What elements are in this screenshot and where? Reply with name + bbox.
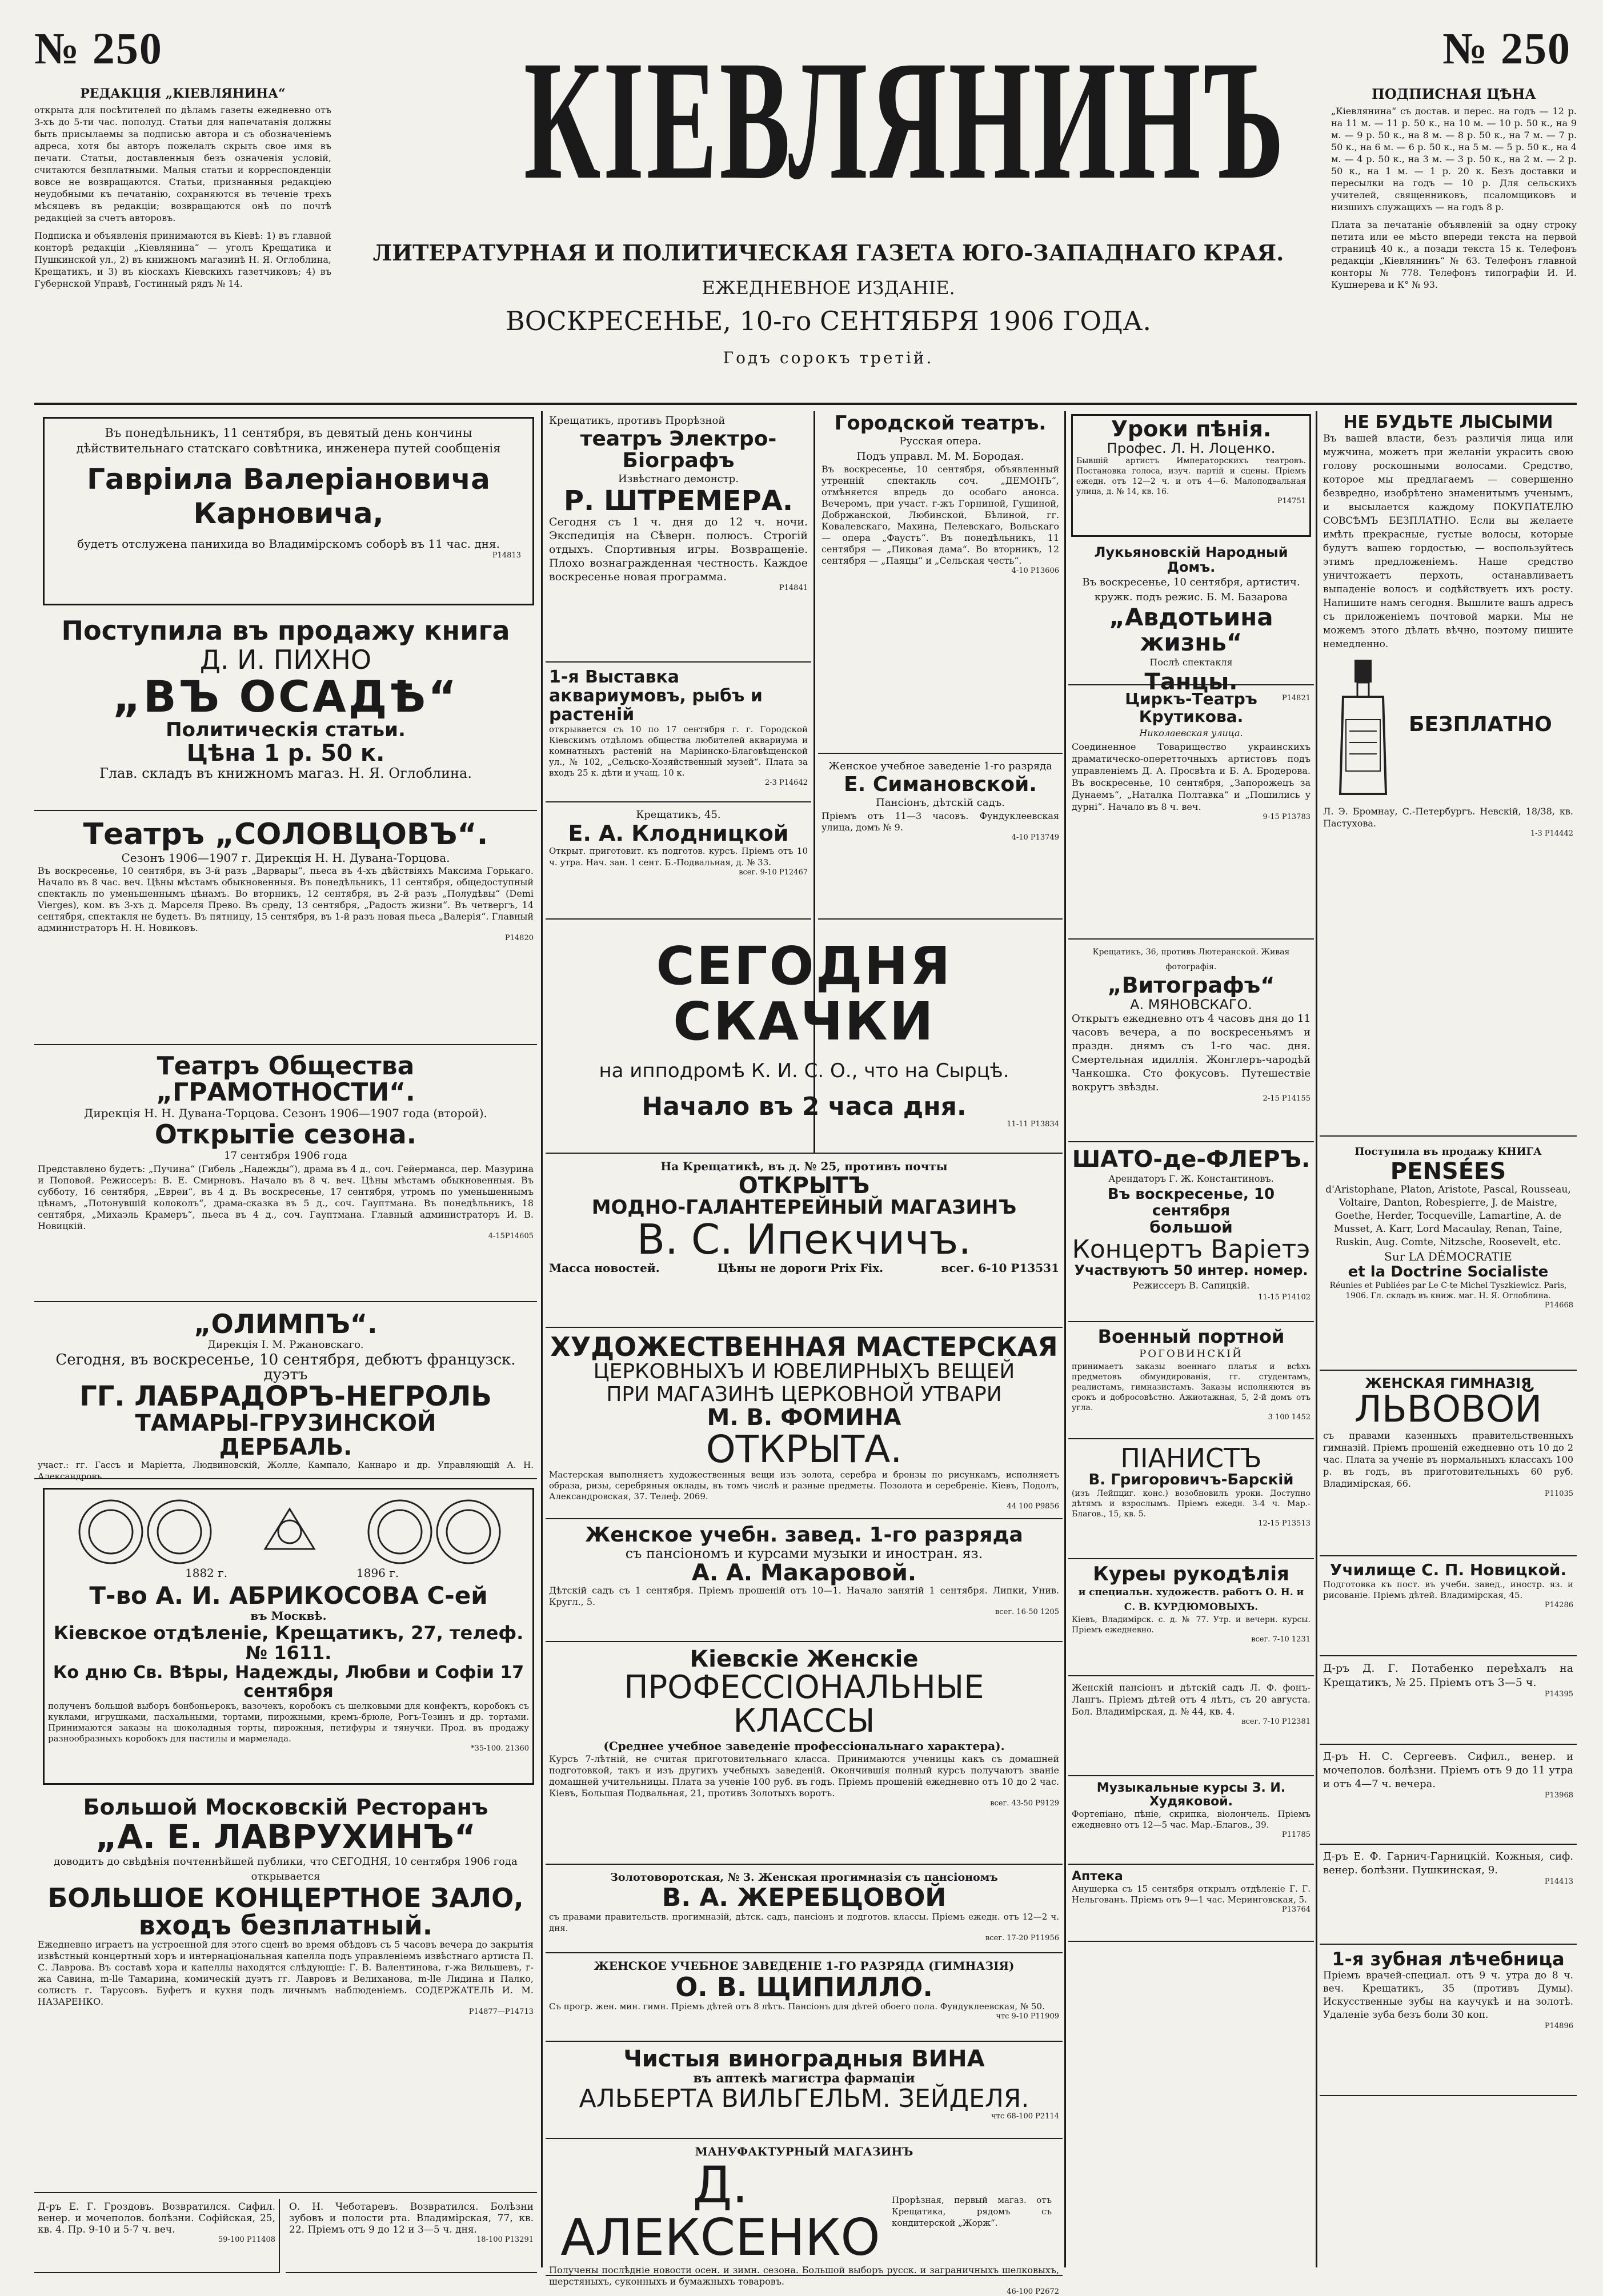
gramotnost-sub: Дирекція Н. Н. Дувана-Торцова. Сезонъ 1906—1907 года (второй). [84, 1106, 487, 1121]
lukyan-title: Лукьяновскiй Народный Домъ. [1094, 544, 1288, 576]
lukyan-code: Р14821 [1281, 693, 1311, 703]
olimp-names-3: ДЕРБАЛЬ. [219, 1434, 352, 1460]
novitskaya-body: Подготовка къ пост. въ учебн. завед., иностр. яз. и рисованіе. Пріемъ дѣтей. Владимірская, 45. [1323, 1579, 1573, 1600]
circus-theatre-ad [1068, 688, 1314, 940]
singing-prof: Профес. Л. Н. Лоценко. [1107, 440, 1276, 456]
pensees-l1: Поступила въ продажу КНИГА [1354, 1146, 1542, 1158]
solovtsov-code: Р14820 [504, 933, 534, 942]
year-left: 1882 г. [185, 1566, 228, 1580]
wine-code: чтс 68-100 Р2114 [991, 2112, 1059, 2121]
book-announce: Поступила въ продажу книга [61, 615, 510, 646]
gramotnost-code: 4-15Р14605 [488, 1231, 534, 1241]
zherebtsova-ad [546, 1868, 1063, 1953]
prof-l2: ПРОФЕССIОНАЛЬНЫЕ КЛАССЫ [624, 1669, 984, 1740]
circus-sub: Николаевская улица. [1139, 727, 1243, 738]
makarova-code: всег. 16-50 1205 [995, 1607, 1059, 1616]
wine-ad [546, 2045, 1063, 2139]
tailor-code: 3 100 1452 [1268, 1412, 1311, 1422]
circus-title: Циркъ-Театръ Крутикова. [1125, 689, 1257, 726]
potabenko-text: Д-ръ Д. Г. Потабенко переѣхалъ на Крещатикъ, № 25. Пріемъ отъ 3—5 ч. [1323, 1662, 1573, 1689]
klodnitskaya-location: Крещатикъ, 45. [636, 809, 721, 821]
vitograph-owner: А. МЯНОВСКАГО. [1130, 996, 1252, 1013]
chateau-line: Въ воскресенье, 10 сентября [1107, 1186, 1275, 1219]
column-rule-1 [541, 411, 543, 2267]
novitskaya-title: Училище С. П. Новицкой. [1329, 1560, 1567, 1579]
kino-location: Крещатикъ, противъ Прорѣзной [549, 415, 726, 427]
chateau-l4: Участвуютъ 50 интер. номер. [1074, 1262, 1308, 1279]
garnich-ad [1320, 1848, 1577, 1945]
ipekchich-l2: МОДНО-ГАЛАНТЕРЕЙНЫЙ МАГАЗИНЪ [591, 1196, 1017, 1219]
column-rule-3 [1064, 411, 1066, 2267]
pensees-footer: Réunies et Publiées par Le C-te Michel Tyszkiewicz. Paris, 1906. Гл. складъ въ книж. маг. Н. Я. Оглоблина. [1329, 1281, 1567, 1300]
opera-code: 4-10 Р13606 [1011, 566, 1059, 575]
vitograph-location: Крещатикъ, 36, противъ Лютеранской. Живая фотографія. [1092, 948, 1290, 972]
lavrukhin-l5: входъ безплатный. [138, 1909, 433, 1941]
zherebtsova-l1: В. А. ЖЕРЕБЦОВОЙ [662, 1883, 947, 1912]
abrikosov-code: *35-100. 21360 [471, 1744, 529, 1753]
book-title: „ВЪ ОСАДѢ“ [112, 671, 459, 722]
bald-free: БЕЗПЛАТНО [1409, 712, 1552, 736]
aptheka-title: Аптека [1072, 1869, 1123, 1884]
chateau-title: ШАТО-де-ФЛЕРЪ. [1072, 1146, 1311, 1173]
shchipillo-l2: О. В. ЩИПИЛЛО. [675, 1972, 933, 2002]
military-tailor-ad [1068, 1325, 1314, 1439]
vitograph-code: 2-15 Р14155 [1263, 1094, 1311, 1103]
theatre-gramotnost-ad [34, 1051, 537, 1302]
subscription-info [1331, 86, 1577, 397]
city-opera-ad [818, 411, 1063, 754]
novitskaya-ad [1320, 1559, 1577, 1656]
obituary-intro: Въ понедѣльникъ, 11 сентября, въ девятый день кончины дѣйствительнаго статскаго совѣтника, инженера путей сообщенія [76, 426, 501, 455]
professional-classes-ad [546, 1645, 1063, 1865]
pensees-code: Р14668 [1544, 1300, 1573, 1310]
circus-code: 9-15 Р13783 [1263, 812, 1311, 821]
prof-code: всег. 43-50 Р9129 [990, 1799, 1059, 1808]
gramotnost-title: Театръ Общества „ГРАМОТНОСТИ“. [156, 1051, 415, 1107]
bald-body: Въ вашей власти, безъ различія лица или мужчина, можетъ при желаніи украсить свою голову роскошными волосами. Средство, которое мы предлагаемъ — совершенно безвредно, изобрѣтено знаменитымъ ученымъ, и высылается каждому ПОКУПАТЕЛЮ СОВСѢМЪ БЕЗПЛАТНО. Если вы желаете имѣть прекрасные, густые волосы, которые будутъ вашею гордостью, — воспользуйтесь этимъ предложеніемъ. Наше средство уничтожаетъ перхоть, останавливаетъ выпаденіе волосъ и содѣйствуетъ ихъ росту. Напишите намъ сегодня. Вышлите вашъ адресъ съ приложеніемъ почтовой марки. Мы не можемъ этого дѣлать вѣчно, поэтому пишите немедленно. [1323, 432, 1573, 650]
aleksenko-side: Прорѣзная, первый магаз. отъ Крещатика, рядомъ съ кондитерской „Жорж“. [892, 2195, 1052, 2229]
chateau-owner: Арендаторъ Г. Ж. Константиновъ. [1108, 1173, 1274, 1184]
fomin-l4: М. В. ФОМИНА [707, 1404, 901, 1431]
potabenko-code: Р14395 [1544, 1690, 1573, 1699]
klodnitskaya-code: всег. 9-10 Р12467 [739, 868, 808, 877]
gramotnost-opening: Открытiе сезона. [154, 1119, 417, 1150]
dental-text: Пріемъ врачей-специал. отъ 9 ч. утра до 8 ч. веч. Крещатикъ, 35 (противъ Думы). Искусственные зубы на каучукѣ и на золотѣ. Удаленіе зуба безъ боли 30 коп. [1323, 1969, 1573, 2021]
editorial-text-2: Подписка и объявленія принимаются въ Кiевѣ: 1) въ главной конторѣ редакціи „Кiевлянина“ — уголъ Крещатика и Пушкинской ул., 2) въ книжномъ магазинѣ Н. Я. Оглоблина, Крещатикъ, и 3) въ кіоскахъ Кiевскихъ газетчиковъ; 4) въ Губернской Управѣ, Гостинный рядъ № 14. [34, 230, 331, 289]
sergeev-text: Д-ръ Н. С. Сергеевъ. Сифил., венер. и мочеполов. болѣзни. Пріемъ отъ 9 до 11 утра и отъ 4—7 ч. вечера. [1323, 1751, 1573, 1790]
abrikosov-branch: Кiевское отдѣленiе, Крещатикъ, 27, телеф. № 1611. [53, 1622, 524, 1664]
simanovskaya-l2: Е. Симановской. [844, 773, 1037, 796]
pianist-title: ПIАНИСТЪ [1120, 1443, 1262, 1474]
shchipillo-code: чтс 9-10 Р11909 [996, 2012, 1059, 2021]
book-subtitle: Политическія статьи. [166, 718, 406, 741]
pensees-book-ad [1320, 1142, 1577, 1371]
simanovskaya-ad [818, 757, 1063, 920]
garnich-code: Р14413 [1544, 1877, 1573, 1886]
singing-body: Бывшій артистъ Императорскихъ театровъ. Постановка голоса, изуч. партій и сцены. Пріемъ ежедн. отъ 12—2 ч. и отъ 4—6. Малоподвальная улица, д. № 14, кв. 16. [1076, 456, 1306, 497]
editorial-text: открыта для посѣтителей по дѣламъ газеты ежедневно отъ 3-хъ до 5-ти час. пополуд. Статьи для напечатанія должны быть присылаемы за подписью автора и съ обозначеніемъ адреса, хотя бы авторъ пожелалъ скрыть свое имя въ печати. Статьи, доставленныя безъ означенія условій, считаются безплатными. Малыя статьи и корреспонденціи вовсе не возвращаются. Статьи, признанныя редакціею неудобными къ печатанію, сохраняются въ теченіе трехъ мѣсяцевъ въ редакціи; возвращаются онѣ по почтѣ редакціей за счетъ авторовъ. [34, 105, 331, 223]
bald-illustration-row [1323, 657, 1573, 805]
book-store: Глав. складъ въ книжномъ магаз. Н. Я. Оглоблина. [99, 765, 472, 782]
vitograph-title: „Витографъ“ [1107, 973, 1275, 998]
aptheka-code: Р13764 [1281, 1905, 1311, 1914]
aleksenko-code: 46-100 Р2672 [1007, 2287, 1059, 2296]
bottle-icon [1329, 657, 1397, 800]
makarova-l3: А. А. Макаровой. [691, 1559, 917, 1586]
chateau-l2: большой [1149, 1218, 1233, 1237]
pensees-sur: Sur LA DÉMOCRATIE [1384, 1250, 1512, 1263]
book-ad-pikhno [34, 614, 537, 811]
klodnitskaya-body: Открыт. приготовит. къ подготов. курсъ. Пріемъ отъ 10 ч. утра. Нач. зан. 1 сент. Б.-Подвальная, д. № 33. [549, 845, 808, 868]
craft-code: всег. 7-10 1231 [1251, 1635, 1311, 1644]
prof-l3: (Среднее учебное заведенiе профессiональнаго характера). [603, 1739, 1005, 1753]
edition-line: ЕЖЕДНЕВНОЕ ИЗДАНIЕ. [702, 277, 955, 299]
newspaper-subtitle: ЛИТЕРАТУРНАЯ И ПОЛИТИЧЕСКАЯ ГАЗЕТА ЮГО-ЗАПАДНАГО КРАЯ. [372, 240, 1284, 266]
obituary-notice [43, 417, 534, 605]
aquarium-code: 2-3 Р14642 [764, 778, 808, 787]
solovtsov-title: Театръ „СОЛОВЦОВЪ“. [83, 817, 488, 852]
prof-body: Курсъ 7-лѣтній, не считая приготовительнаго класса. Принимаются ученицы какъ съ домашней подготовкой, такъ и изъ другихъ учебныхъ заведеній. Окончившія полный курсъ получаютъ званіе домашней учительницы. Плата за ученіе 100 руб. въ годъ. Пріемъ прошеній ежедневно отъ 10 до 2 час. Кiевъ, Большая Подвальная, 21, противъ Золотыхъ воротъ. [549, 1753, 1059, 1799]
dental-code: Р14896 [1544, 2021, 1573, 2030]
kino-owner: Извѣстнаго демонстр. [618, 472, 739, 485]
fonlang-code: всег. 7-10 Р12381 [1241, 1717, 1311, 1726]
chebotarev-code: 18-100 Р13291 [476, 2235, 534, 2244]
gramotnost-date: 17 сентября 1906 года [224, 1149, 347, 1162]
solovtsov-sub: Сезонъ 1906—1907 г. Дирекція Н. Н. Дувана-Торцова. [121, 850, 450, 865]
obituary-name: Гаврiила Валерiановича Карновича, [87, 463, 490, 530]
sergeev-ad [1320, 1748, 1577, 1845]
zherebtsova-code: всег. 17-20 Р11956 [985, 1934, 1059, 1943]
pensees-doctrine: et la Doctrine Socialiste [1348, 1263, 1549, 1281]
simanovskaya-code: 4-10 Р13749 [1011, 833, 1059, 842]
opera-director: Подъ управл. М. М. Бородая. [856, 449, 1024, 463]
aquarium-body: открывается съ 10 по 17 сентября г. г. Городской Кiевскимъ отдѣломъ общества любителей аквариума и комнатныхъ растеній на Маріинско-Благовѣщенской ул., № 102, „Сельско-Хозяйственный музей“. Плата за входъ 25 к. дѣти и учащ. 10 к. [549, 724, 808, 778]
year-right: 1896 г. [356, 1566, 399, 1580]
hair-remedy-ad [1320, 411, 1577, 1137]
aquarium-title: 1-я Выставка аквариумовъ, рыбъ и растенiй [549, 667, 763, 725]
book-price: Цѣна 1 р. 50 к. [186, 740, 385, 767]
lukyan-line: Въ воскресенье, 10 сентября, артистич. кружк. подъ режис. Б. М. Базарова [1082, 576, 1300, 603]
abrikosov-ad [43, 1488, 534, 1785]
circus-body: Соединенное Товарищество украинскихъ драматическо-оперетточныхъ артистовъ подъ управленіемъ Д. А. Просвѣта и Б. А. Бродерова. Въ воскресенье, 10 сентября, „Запорожецъ за Дунаемъ“, „Наталка Полтавка“ и „Пошились у дурнi“. Начало въ 8 ч. веч. [1072, 741, 1311, 812]
masthead-rule [34, 403, 1577, 405]
lavrukhin-l3: доводитъ до свѣдѣнія почтеннѣйшей публики, что СЕГОДНЯ, 10 сентября 1906 года открывается [54, 1855, 518, 1882]
kino-name: Р. ШТРЕМЕРА. [563, 484, 794, 517]
grozdov-text: Д-ръ Е. Г. Гроздовъ. Возвратился. Сифил. венер. и мочеполов. болѣзни. Софійская, 25, кв. 4. Пр. 9-10 и 5-7 ч. веч. [38, 2201, 275, 2235]
craft-line: и специальн. художеств. работъ О. Н. и С. В. КУРДЮМОВЫХЪ. [1078, 1586, 1304, 1613]
wine-l3: АЛЬБЕРТА ВИЛЬГЕЛЬМ. ЗЕЙДЕЛЯ. [579, 2084, 1029, 2113]
bald-code: 1-3 Р14442 [1530, 829, 1573, 838]
dental-title: 1-я зубная лѣчебница [1332, 1948, 1565, 1970]
year-line: Годъ сорокъ третiй. [723, 348, 934, 367]
olimp-names-2: ТАМАРЫ-ГРУЗИНСКОЙ [135, 1410, 436, 1436]
gramotnost-body: Представлено будетъ: „Пучина“ (Гибель „Надежды“), драма въ 4 д., соч. Гейерманса, пер. Мазурина и Поповой. Режиссеръ: В. Е. Смирновъ. Начало въ 8 ч. веч. Цѣны мѣстамъ обыкновенныя. Въ субботу, 16 сентября, „Евреи“, въ 4 д. Въ воскресенье, 17 сентября, утромъ по уменьшеннымъ цѣнамъ, „Потонувшій колоколъ“, драма-сказка въ 5 д., соч. Гауптмана. Въ понедѣльникъ, 18 сентября, „Михаэль Крамеръ“, пьеса въ 4 д., соч. Гауптмана. Главный администраторъ И. В. Новицкій. [38, 1163, 534, 1231]
chateau-de-fleur-ad [1068, 1145, 1314, 1322]
lvova-l1: ЖЕНСКАЯ ГИМНАЗIЯ [1365, 1375, 1532, 1391]
subscription-text: „Кiевлянина“ съ достав. и перес. на годъ — 12 р. на 11 м. — 11 р. 50 к., на 10 м. — 10 р. 50 к., на 9 м. — 9 р. 50 к., на 8 м. — 8 р. 50 к., на 7 м. — 7 р. 50 к., на 6 м. — 6 р. 50 к., на 5 м. — 5 р. 50 к., на 4 м. — 4 р. 50 к., на 3 м. — 3 р. 50 к., на 2 м. — 2 р. 50 к., на 1 м. — 1 р. 20 к. Безъ доставки и пересылки на годъ — 10 р. Для сельскихъ учителей, священниковъ, псаломщиковъ и низшихъ служащихъ — на годъ 8 р. [1331, 106, 1577, 212]
pianist-body: (изъ Лейпциг. конс.) возобновилъ уроки. Доступно дѣтямъ и взрослымъ. Пріемъ ежедн. 3-4 ч. Мар.-Благов., 15, кв. 5. [1072, 1488, 1311, 1519]
dental-clinic-ad [1320, 1948, 1577, 2096]
lavrukhin-l4: БОЛЬШОЕ КОНЦЕРТНОЕ ЗАЛО, [47, 1882, 524, 1913]
lukyan-after: Послѣ спектакля [1149, 656, 1233, 668]
aptheka-text: Анушерка съ 15 сентября открылъ отдѣленіе Г. Г. Нельгованъ. Пріемъ отъ 9—1 час. Меринговская, 5. [1072, 1884, 1311, 1905]
lavrukhin-l2: „А. Е. ЛАВРУХИНЪ“ [95, 1817, 476, 1856]
abrikosov-body: полученъ большой выборъ бонбоньерокъ, вазочекъ, коробокъ съ шелковыми для конфектъ, коробокъ съ куклами, игрушками, пасхальными, тортами, пирожными, кремъ-брюле, Рогъ-Тезинъ и др. тортами. Принимаются заказы на шоколадныя торты, пирожныя, петифуры и тянучки. Прод. въ продажу разнообразныхъ коробокъ для пастилы и мармелада. [48, 1701, 529, 1744]
newspaper-title: КIЕВЛЯНИНЪ [523, 25, 1287, 215]
olimp-line: Сегодня, въ воскресенье, 10 сентября, дебютъ французск. дуэтъ [55, 1351, 516, 1384]
olimp-body: участ.: гг. Гассъ и Маріетта, Людвиновскій, Жолле, Кампало, Каннаро и др. Управляющій А. Н. Александровъ. [38, 1459, 534, 1482]
aquarium-exhibition-ad [546, 665, 811, 802]
novitskaya-code: Р14286 [1544, 1600, 1573, 1609]
vitograph-body: Открытъ ежедневно отъ 4 часовъ дня до 11 часовъ вечера, а по воскресеньямъ и праздн. днямъ съ 1-го час. дня. Смертельная идиллія. Жонглеръ-чародѣй Чанкошка. Сто фокусовъ. Путешествіе вокругъ звѣзды. [1072, 1013, 1311, 1094]
craft-title: Куреы рукодѣлiя [1093, 1563, 1289, 1585]
ipekchich-code: всег. 6-10 Р13531 [941, 1261, 1059, 1275]
lvova-gymnasium-ad [1320, 1374, 1577, 1556]
chateau-dir: Режиссеръ В. Сапицкій. [1132, 1279, 1250, 1291]
ipekchich-ad [546, 1157, 1063, 1328]
grozdov-ad [34, 2199, 280, 2273]
fomin-workshop-ad [546, 1331, 1063, 1519]
ipekchich-l1: ОТКРЫТЪ [738, 1173, 870, 1199]
races-code: 11-11 Р13834 [1007, 1119, 1059, 1129]
masthead-title-box [337, 25, 1320, 251]
olimp-title: „ОЛИМПЪ“. [194, 1308, 378, 1339]
pensees-l2: PENSÉES [1390, 1158, 1506, 1185]
khudyakova-body: Фортепіано, пѣніе, скрипка, віолончель. Пріемъ ежедневно отъ 12—5 час. Мар.-Благов., 39. [1072, 1809, 1311, 1831]
issue-date: ВОСКРЕСЕНЬЕ, 10-го СЕНТЯБРЯ 1906 ГОДА. [505, 306, 1151, 336]
craft-body: Кiевъ, Владимірск. с. д. № 77. Утр. и вечерн. курсы. Пріемъ ежедневно. [1072, 1615, 1311, 1635]
issue-number-left: № 250 [34, 23, 163, 73]
medals-illustration [48, 1492, 531, 1583]
column-rule-4 [1316, 411, 1317, 2267]
lukyanovsky-house-ad [1068, 543, 1314, 703]
fon-lang-ad [1068, 1679, 1314, 1776]
aleksenko-row [549, 2155, 1059, 2267]
tailor-title: Военный портной [1097, 1326, 1285, 1347]
pianist-name: В. Григоровичъ-Барскiй [1088, 1471, 1294, 1489]
craft-courses-ad [1068, 1562, 1314, 1676]
khudyakova-code: Р11785 [1281, 1831, 1311, 1840]
simanovskaya-l3: Пансіонъ, дѣтскій садъ. [876, 796, 1005, 809]
klodnitskaya-title: Е. А. Клодницкой [568, 821, 789, 846]
khudyakova-title: Музыкальные курсы З. И. Худяковой. [1096, 1781, 1286, 1809]
races-ad [546, 925, 1063, 1154]
lavrukhin-body: Ежедневно играетъ на устроенной для этого сценѣ во время обѣдовъ съ 5 часовъ вечера до закрытія извѣстный концертный хоръ и интернаціональная капелла подъ управленіемъ извѣстнаго артиста П. С. Лаврова. Въ составѣ хора и капеллы находятся слѣдующіе: Г. В. Валентинова, г-жа Вильшевъ, г-жа Савина, m-lle Тамарина, комическій дуэтъ гг. Лавровъ и Велиханова, m-lle Лидина и Палко, солистъ г. Тарусовъ. Буфетъ и кухня подъ личнымъ наблюденіемъ. СОДЕРЖАТЕЛЬ И. М. НАЗАРЕНКО. [38, 1939, 534, 2008]
pianist-ad [1068, 1442, 1314, 1559]
bald-title: НЕ БУДЬТЕ ЛЫСЫМИ [1343, 412, 1553, 432]
simanovskaya-body: Пріемъ отъ 11—3 часовъ. Фундуклеевская улица, домъ № 9. [821, 810, 1059, 833]
chebotarev-ad [286, 2199, 537, 2273]
singing-lessons-ad [1071, 414, 1311, 537]
fomin-l1: ХУДОЖЕСТВЕННАЯ МАСТЕРСКАЯ [550, 1331, 1058, 1362]
abrikosov-city: въ Москвѣ. [250, 1609, 327, 1623]
fomin-l5: ОТКРЫТА. [706, 1427, 903, 1472]
chateau-l3: Концертъ Варiетэ [1072, 1234, 1311, 1264]
music-courses-ad [1068, 1779, 1314, 1865]
fonlang-text: Женскій пансіонъ и дѣтскій садъ Л. Ф. фонъ-Лангъ. Пріемъ дѣтей отъ 4 лѣтъ, съ 20 августа. Бол. Владимірская, д. № 44, кв. 4. [1072, 1682, 1311, 1717]
opera-title: Городской театръ. [834, 412, 1047, 435]
races-start: Начало въ 2 часа дня. [642, 1091, 967, 1121]
races-place: на ипподромѣ К. И. С. О., что на Сырцѣ. [599, 1059, 1009, 1083]
aleksenko-l1: МАНУФАКТУРНЫЙ МАГАЗИНЪ [695, 2145, 913, 2158]
chateau-code: 11-15 Р14102 [1258, 1292, 1311, 1302]
ipekchich-location: На Крещатикѣ, въ д. № 25, противъ почты [660, 1159, 948, 1173]
klodnitskaya-ad [546, 805, 811, 920]
editorial-notice [34, 86, 331, 397]
book-author: Д. И. ПИХНО [199, 644, 372, 675]
vitograph-ad [1068, 942, 1314, 1142]
pharmacy-ad [1068, 1868, 1314, 1942]
tailor-body: принимаетъ заказы военнаго платья и всѣхъ предметовъ обмундированія, гг. студентамъ, реалистамъ, гимназистамъ. Заказы исполняются въ срокъ и добросовѣстно. Ажиотажная, 5, 2-й домъ отъ угла. [1072, 1362, 1311, 1412]
simanovskaya-l1: Женское учебное заведенiе 1-го разряда [828, 760, 1053, 772]
lvova-l2: ЛЬВОВОЙ [1354, 1388, 1542, 1431]
ipekchich-l5: Цѣны не дороги Prix Fix. [717, 1261, 884, 1275]
pianist-code: 12-15 Р13513 [1258, 1519, 1311, 1528]
wine-l1: Чистыя виноградныя ВИНА [623, 2046, 985, 2072]
aleksenko-name: Д. АЛЕКСЕНКО [560, 2155, 880, 2267]
editorial-title: РЕДАКЦIЯ „КIЕВЛЯНИНА“ [80, 86, 286, 101]
makarova-ad [546, 1522, 1063, 1642]
abrikosov-title: Т-во А. И. АБРИКОСОВА С-ей [89, 1581, 488, 1609]
zherebtsova-location: Золотоворотская, № 3. Женская прогимназія съ пансіономъ [610, 1871, 998, 1884]
fomin-code: 44 100 Р9856 [1007, 1502, 1059, 1511]
zherebtsova-body: съ правами правительств. прогимназій, дѣтск. садъ, пансіонъ и подготов. классы. Пріемъ ежедн. отъ 12—2 ч. дня. [549, 1912, 1059, 1934]
opera-body: Въ воскресенье, 10 сентября, объявленный утренній спектакль соч. „ДЕМОНЪ“, отмѣняется впредь до особаго анонса. Вечеромъ, при участ. г-жъ Горниной, Гущиной, Добржанской, Любинской, Бѣлиной, гг. Ковалевскаго, Махина, Пелевскаго, Вольскаго — опера „Фаустъ“. Въ понедѣльникъ, 11 сентября — „Пиковая дама“. Во вторникъ, 12 сентября — „Паяцы“ и „Сельская честь“. [821, 463, 1059, 566]
pensees-body: d'Aristophane, Platon, Aristote, Pascal, Rousseau, Voltaire, Danton, Robespierre, J. de Maistre, Goethe, Herder, Tocqueville, Lamartine, A. de Musset, A. Karr, Lord Macaulay, Renan, Taine, Ruskin, Aug. Comte, Nitzsche, Roosevelt, etc. [1325, 1184, 1571, 1248]
olimp-direction: Дирекція І. М. Ржановскаго. [207, 1339, 364, 1351]
shchipillo-ad [546, 1956, 1063, 2042]
fomin-body: Мастерская выполняетъ художественныя вещи изъ золота, серебра и бронзы по рисункамъ, исполняетъ образа, ризы, серебряныя оклады, въ томъ числѣ и разные предметы. Позолота и серебреніе. Кiевъ, Подолъ, Александровская, 37. Телеф. 2069. [549, 1469, 1059, 1502]
lukyan-play: „Авдотьина жизнь“ [1109, 603, 1273, 656]
fomin-l3: ПРИ МАГАЗИНѢ ЦЕРКОВНОЙ УТВАРИ [606, 1382, 1002, 1406]
fomin-l2: ЦЕРКОВНЫХЪ И ЮВЕЛИРНЫХЪ ВЕЩЕЙ [593, 1360, 1015, 1384]
aleksenko-body: Получены послѣдніе новости осен. и зимн. сезона. Большой выборъ русск. и заграничныхъ шелковыхъ, шерстяныхъ, суконныхъ и бумажныхъ товаровъ. [549, 2264, 1059, 2287]
kino-body: Сегодня съ 1 ч. дня до 12 ч. ночи. Экспедиція на Сѣверн. полюсъ. Строгій отдыхъ. Спортивныя игры. Возвращеніе. Плохо вознагражденная честность. Каждое воскресенье новая программа. [549, 515, 808, 583]
races-title: СЕГОДНЯ СКАЧКИ [656, 936, 952, 1052]
potabenko-ad [1320, 1659, 1577, 1745]
ipekchich-l4: Масса новостей. [549, 1261, 660, 1275]
solovtsov-body: Въ воскресенье, 10 сентября, въ 3-й разъ „Варвары“, пьеса въ 4-хъ дѣйствіяхъ Максима Горькаго. Начало въ 8 час. веч. Цѣны мѣстамъ обыкновенныя. Въ понедѣльникъ, 11 сентября, общедоступный спектакль по уменьшеннымъ цѣнамъ. Во вторникъ, 12 сентября, въ 2-й разъ „Полудѣвы“ (Demi Vierges), ком. въ 3-хъ д. Марселя Прево. Въ среду, 13 сентября, „Радость жизни“. Въ четвергъ, 14 сентября, спектакля не будетъ. Въ пятницу, 15 сентября, въ 1-й разъ новая пьеса „Валерія“. Главный администраторъ Н. Н. Новиковъ. [38, 865, 534, 933]
obituary-code: Р14813 [492, 551, 521, 560]
olimp-ad [34, 1308, 537, 1482]
grozdov-code: 59-100 Р11408 [218, 2235, 275, 2244]
electro-biograph-ad [546, 411, 811, 663]
olimp-names: ГГ. ЛАБРАДОРЪ-НЕГРОЛЬ [79, 1380, 492, 1413]
sergeev-code: Р13968 [1544, 1791, 1573, 1800]
shchipillo-l1: ЖЕНСКОЕ УЧЕБНОЕ ЗАВЕДЕНIЕ 1-ГО РАЗРЯДА (ГИМНАЗIЯ) [594, 1959, 1015, 1973]
ipekchich-footer [549, 1261, 1059, 1275]
issue-number-right: № 250 [1442, 23, 1571, 73]
lavrukhin-ad [34, 1793, 537, 2193]
theatre-solovtsov-ad [34, 817, 537, 1045]
bald-address: Л. Э. Бромнау, С.-Петербургъ. Невскій, 18/38, кв. Пастухова. [1323, 805, 1573, 829]
abrikosov-medals [48, 1492, 529, 1583]
aleksenko-ad [546, 2142, 1063, 2296]
lukyan-dance: Танцы. [1144, 668, 1238, 695]
tailor-name: РОГОВИНСКІЙ [1139, 1347, 1243, 1360]
singing-title: Уроки пѣнiя. [1111, 416, 1272, 441]
lvova-body: съ правами казенныхъ правительственныхъ гимназій. Пріемъ прошеній ежедневно отъ 10 до 2 час. Плата за ученіе въ нормальныхъ классахъ 100 р. въ годъ, въ приготовительныхъ 60 руб. Владимірская, 66. [1323, 1430, 1573, 1489]
makarova-l2: съ пансiономъ и курсами музыки и иностран. яз. [625, 1545, 983, 1562]
lavrukhin-code: Р14877—Р14713 [468, 2008, 534, 2017]
opera-sub: Русская опера. [899, 435, 981, 447]
garnich-text: Д-ръ Е. Ф. Гарнич-Гарницкiй. Кожныя, сиф. венер. болѣзни. Пушкинская, 9. [1323, 1851, 1573, 1876]
makarova-l1: Женское учебн. завед. 1-го разряда [585, 1523, 1023, 1547]
singing-code: Р14751 [1277, 497, 1306, 506]
obituary-outro: будетъ отслужена панихида во Владимірскомъ соборѣ въ 11 час. дня. [77, 537, 500, 551]
subscription-text-2: Плата за печатаніе объявленій за одну строку петита или ее мѣсто впереди текста на первой страницѣ 40 к., а позади текста 15 к. Телефонъ редакціи „Кiевлянинъ“ № 63. Телефонъ главной конторы № 778. Телефонъ типографіи И. И. Кушнерева и К° № 93. [1331, 219, 1577, 290]
prof-l1: Кiевскiе Женскiе [690, 1646, 919, 1672]
makarova-body: Дѣтскій садъ съ 1 сентября. Пріемъ прошеній отъ 10—1. Начало занятій 1 сентября. Липки, Унив. Кругл., 5. [549, 1584, 1059, 1607]
lvova-code: Р11035 [1544, 1489, 1573, 1498]
abrikosov-holiday: Ко дню Св. Вѣры, Надежды, Любви и Софiи 17 сентября [53, 1663, 524, 1702]
subscription-title: ПОДПИСНАЯ ЦѢНА [1372, 86, 1536, 102]
kino-code: Р14841 [779, 583, 808, 592]
wine-l2: въ аптекѣ магистра фармацiи [693, 2071, 915, 2086]
shchipillo-body: Съ прогр. жен. мин. гимн. Пріемъ дѣтей отъ 8 лѣтъ. Пансіонъ для дѣтей обоего пола. Фундуклеевская, № 50. [549, 2001, 1045, 2012]
chebotarev-text: О. Н. Чеботаревъ. Возвратился. Болѣзни зубовъ и полости рта. Владимірская, 77, кв. 22. Пріемъ отъ 9 до 12 и 3—5 ч. дня. [289, 2201, 534, 2235]
kino-title: театръ Электро-Бiографъ [580, 427, 777, 472]
lavrukhin-l1: Большой Московскiй Ресторанъ [83, 1795, 488, 1820]
ipekchich-l3: В. С. Ипекчичъ. [636, 1215, 972, 1263]
